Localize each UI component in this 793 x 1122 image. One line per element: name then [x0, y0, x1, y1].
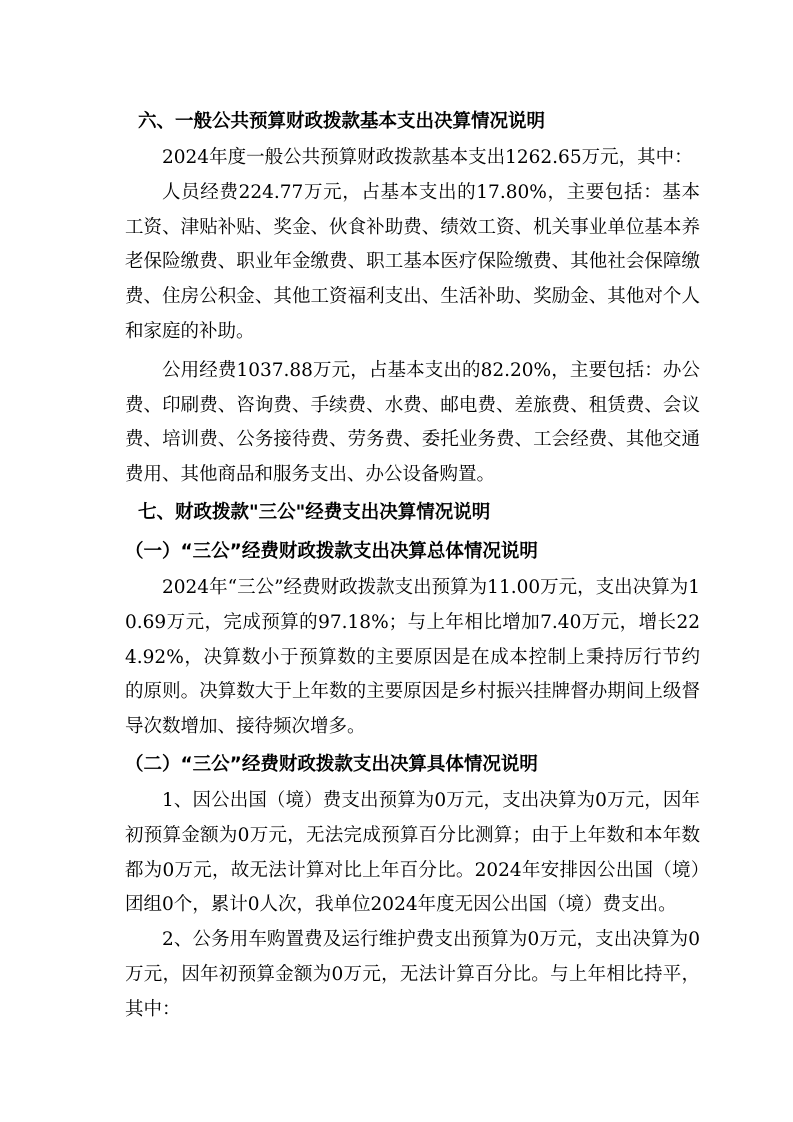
section-7-1-paragraph: 2024年“三公”经费财政拨款支出预算为11.00万元，支出决算为10.69万元，完成预算的97.18%；与上年相比增加7.40万元，增长224.92%，决算数小于预算数的主要原因是在成本控制上秉持厉行节约的原则。决算数大于上年数的主要原因是乡村振兴挂牌督办期间上级督导次数增加、接待频次增多。 [125, 576, 700, 738]
section-6-paragraph-total: 2024年度一般公共预算财政拨款基本支出1262.65万元，其中： [162, 147, 693, 168]
section-6-heading: 六、一般公共预算财政拨款基本支出决算情况说明 [138, 111, 546, 132]
section-6-paragraph-public: 公用经费1037.88万元，占基本支出的82.20%，主要包括：办公费、印刷费、咨询费、手续费、水费、邮电费、差旅费、租赁费、会议费、培训费、公务接待费、劳务费、委托业务费、工会经费、其他交通费用、其他商品和服务支出、办公设备购置。 [125, 359, 700, 486]
section-7-1-heading: （一）“三公”经费财政拨款支出决算总体情况说明 [125, 540, 538, 562]
section-7-2-paragraph-vehicle: 2、公务用车购置费及运行维护费支出预算为0万元，支出决算为0万元，因年初预算金额为0万元，无法计算百分比。与上年相比持平，其中： [125, 929, 700, 1020]
section-7-2-paragraph-abroad: 1、因公出国（境）费支出预算为0万元，支出决算为0万元，因年初预算金额为0万元，无法完成预算百分比测算；由于上年数和本年数都为0万元，故无法计算对比上年百分比。2024年安排因公出国（境）团组0个，累计0人次，我单位2024年度无因公出国（境）费支出。 [125, 789, 700, 916]
section-7-heading: 七、财政拨款"三公"经费支出决算情况说明 [138, 501, 491, 523]
section-6-paragraph-personnel: 人员经费224.77万元，占基本支出的17.80%，主要包括：基本工资、津贴补贴、奖金、伙食补助费、绩效工资、机关事业单位基本养老保险缴费、职业年金缴费、职工基本医疗保险缴费、其他社会保障缴费、住房公积金、其他工资福利支出、生活补助、奖励金、其他对个人和家庭的补助。 [125, 181, 700, 342]
section-7-2-heading: （二）“三公”经费财政拨款支出决算具体情况说明 [125, 753, 538, 775]
document-body [125, 102, 700, 1028]
